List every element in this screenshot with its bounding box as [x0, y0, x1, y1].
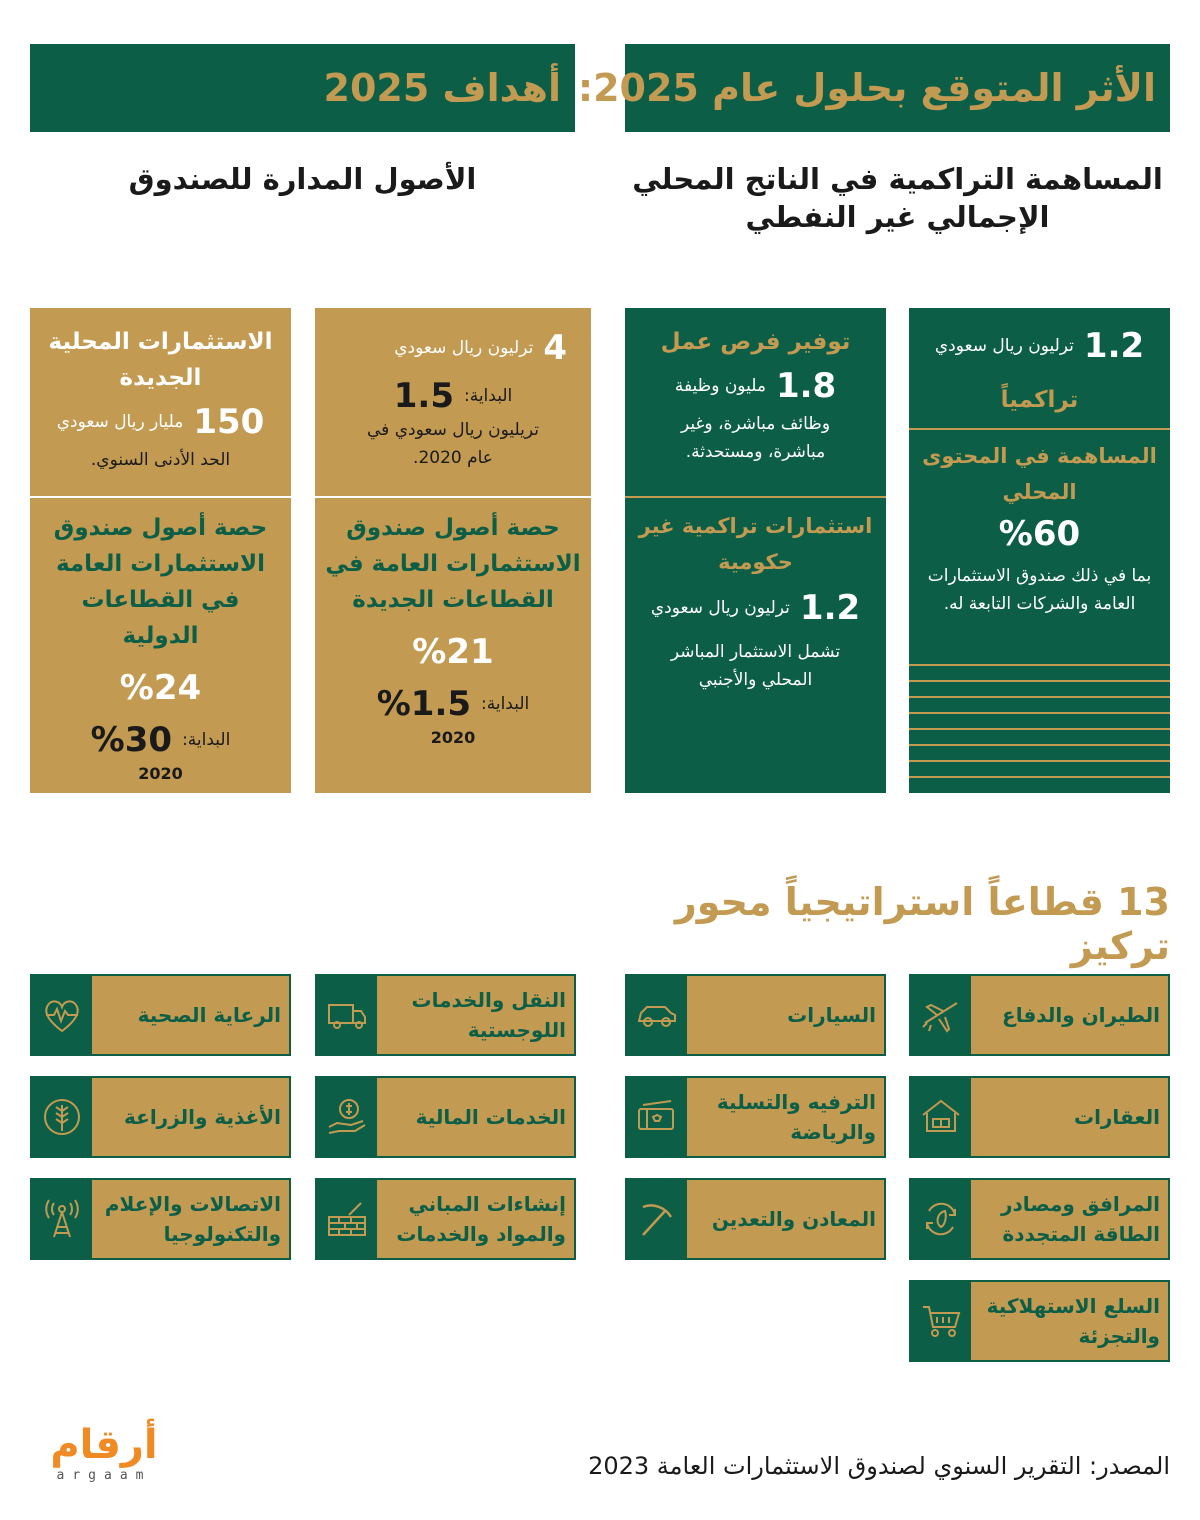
sector-construction: إنشاءات المباني والمواد والخدمات — [315, 1178, 576, 1260]
gdp-box — [909, 308, 1170, 793]
local-investments-title: الاستثمارات المحلية الجديدة — [48, 329, 273, 391]
aum-start-label: البداية: — [463, 386, 513, 406]
argaam-logo — [34, 1422, 174, 1492]
gdp-value: 1.2 — [1083, 326, 1145, 366]
intl-sectors-start-label: البداية: — [182, 730, 231, 750]
gdp-unit: ترليون ريال سعودي — [934, 336, 1074, 356]
local-investments-box — [30, 308, 291, 793]
goals-header-text: أهداف 2025 — [323, 66, 561, 110]
local-investments-value: 150 — [193, 402, 265, 442]
new-sectors-start-year: 2020 — [430, 728, 476, 747]
gdp-cumulative: تراكمياً — [1000, 387, 1079, 413]
pickaxe-icon — [627, 1180, 687, 1258]
local-content-title: المساهمة في المحتوى المحلي — [922, 444, 1157, 504]
aum-start-note: تريليون ريال سعودي في عام 2020. — [367, 420, 539, 468]
argaam-logo-arabic: أرقام — [50, 1422, 158, 1468]
aum-box — [315, 308, 591, 793]
aum-unit: ترليون ريال سعودي — [394, 338, 534, 358]
intl-sectors-start-value: %30 — [90, 720, 173, 760]
new-sectors-start-label: البداية: — [481, 694, 530, 714]
sector-entertainment: الترفيه والتسلية والرياضة — [625, 1076, 886, 1158]
stripes — [909, 664, 1170, 778]
sector-utilities: المرافق ومصادر الطاقة المتجددة — [909, 1178, 1170, 1260]
new-sectors-share-value: %21 — [412, 632, 494, 672]
new-sectors-start-value: %1.5 — [376, 684, 472, 724]
aum-value: 4 — [543, 328, 567, 368]
aum-start-value: 1.5 — [393, 376, 454, 416]
sector-logistics: النقل والخدمات اللوجستية — [315, 974, 576, 1056]
intl-sectors-share-title: حصة أصول صندوق الاستثمارات العامة في القطاعات الدولية — [53, 515, 268, 649]
investments-title: استثمارات تراكمية غير حكومية — [638, 514, 873, 574]
money-hand-icon — [317, 1078, 377, 1156]
bricks-icon — [317, 1180, 377, 1258]
ticket-icon — [627, 1078, 687, 1156]
antenna-icon — [32, 1180, 92, 1258]
intl-sectors-start-year: 2020 — [138, 764, 183, 783]
jobs-title: توفير فرص عمل — [660, 329, 851, 355]
sectors-title: 13 قطاعاً استراتيجياً محور تركيز — [674, 880, 1170, 968]
sector-consumer-goods: السلع الاستهلاكية والتجزئة — [909, 1280, 1170, 1362]
impact-header — [577, 44, 1170, 132]
goals-header — [30, 44, 575, 132]
gdp-subtitle: المساهمة التراكمية في الناتج المحلي الإجمالي غير النفطي — [632, 162, 1163, 234]
local-content-note: بما في ذلك صندوق الاستثمارات العامة والشركات التابعة له. — [927, 566, 1152, 614]
jobs-box — [625, 308, 886, 793]
sector-healthcare: الرعاية الصحية — [30, 974, 291, 1056]
sector-aviation: الطيران والدفاع — [909, 974, 1170, 1056]
sector-mining: المعادن والتعدين — [625, 1178, 886, 1260]
intl-sectors-share-value: %24 — [119, 668, 202, 708]
sector-financial: الخدمات المالية — [315, 1076, 576, 1158]
argaam-logo-latin: argaam — [56, 1468, 152, 1483]
sector-food-agriculture: الأغذية والزراعة — [30, 1076, 291, 1158]
jobs-unit: مليون وظيفة — [674, 376, 766, 396]
impact-header-text: الأثر المتوقع بحلول عام 2025: — [577, 66, 1156, 110]
local-investments-unit: مليار ريال سعودي — [56, 412, 184, 432]
cart-icon — [911, 1282, 971, 1360]
investments-value: 1.2 — [799, 588, 861, 628]
investments-note: تشمل الاستثمار المباشر المحلي والأجنبي — [670, 642, 841, 690]
local-investments-note: الحد الأدنى السنوي. — [90, 450, 231, 470]
jobs-value: 1.8 — [775, 366, 837, 406]
investments-unit: ترليون ريال سعودي — [650, 598, 790, 618]
sector-real-estate: العقارات — [909, 1076, 1170, 1158]
house-icon — [911, 1078, 971, 1156]
sector-automotive: السيارات — [625, 974, 886, 1056]
new-sectors-share-title: حصة أصول صندوق الاستثمارات العامة في القطاعات الجديدة — [325, 515, 581, 613]
aum-subtitle: الأصول المدارة للصندوق — [128, 162, 477, 196]
recycle-leaf-icon — [911, 1180, 971, 1258]
airplane-icon — [911, 976, 971, 1054]
source-text: المصدر: التقرير السنوي لصندوق الاستثمارات العامة 2023 — [588, 1452, 1170, 1480]
truck-icon — [317, 976, 377, 1054]
sector-telecom: الاتصالات والإعلام والتكنولوجيا — [30, 1178, 291, 1260]
local-content-value: %60 — [998, 514, 1081, 554]
car-icon — [627, 976, 687, 1054]
jobs-note: وظائف مباشرة، وغير مباشرة، ومستحدثة. — [680, 414, 831, 462]
heart-pulse-icon — [32, 976, 92, 1054]
wheat-icon — [32, 1078, 92, 1156]
